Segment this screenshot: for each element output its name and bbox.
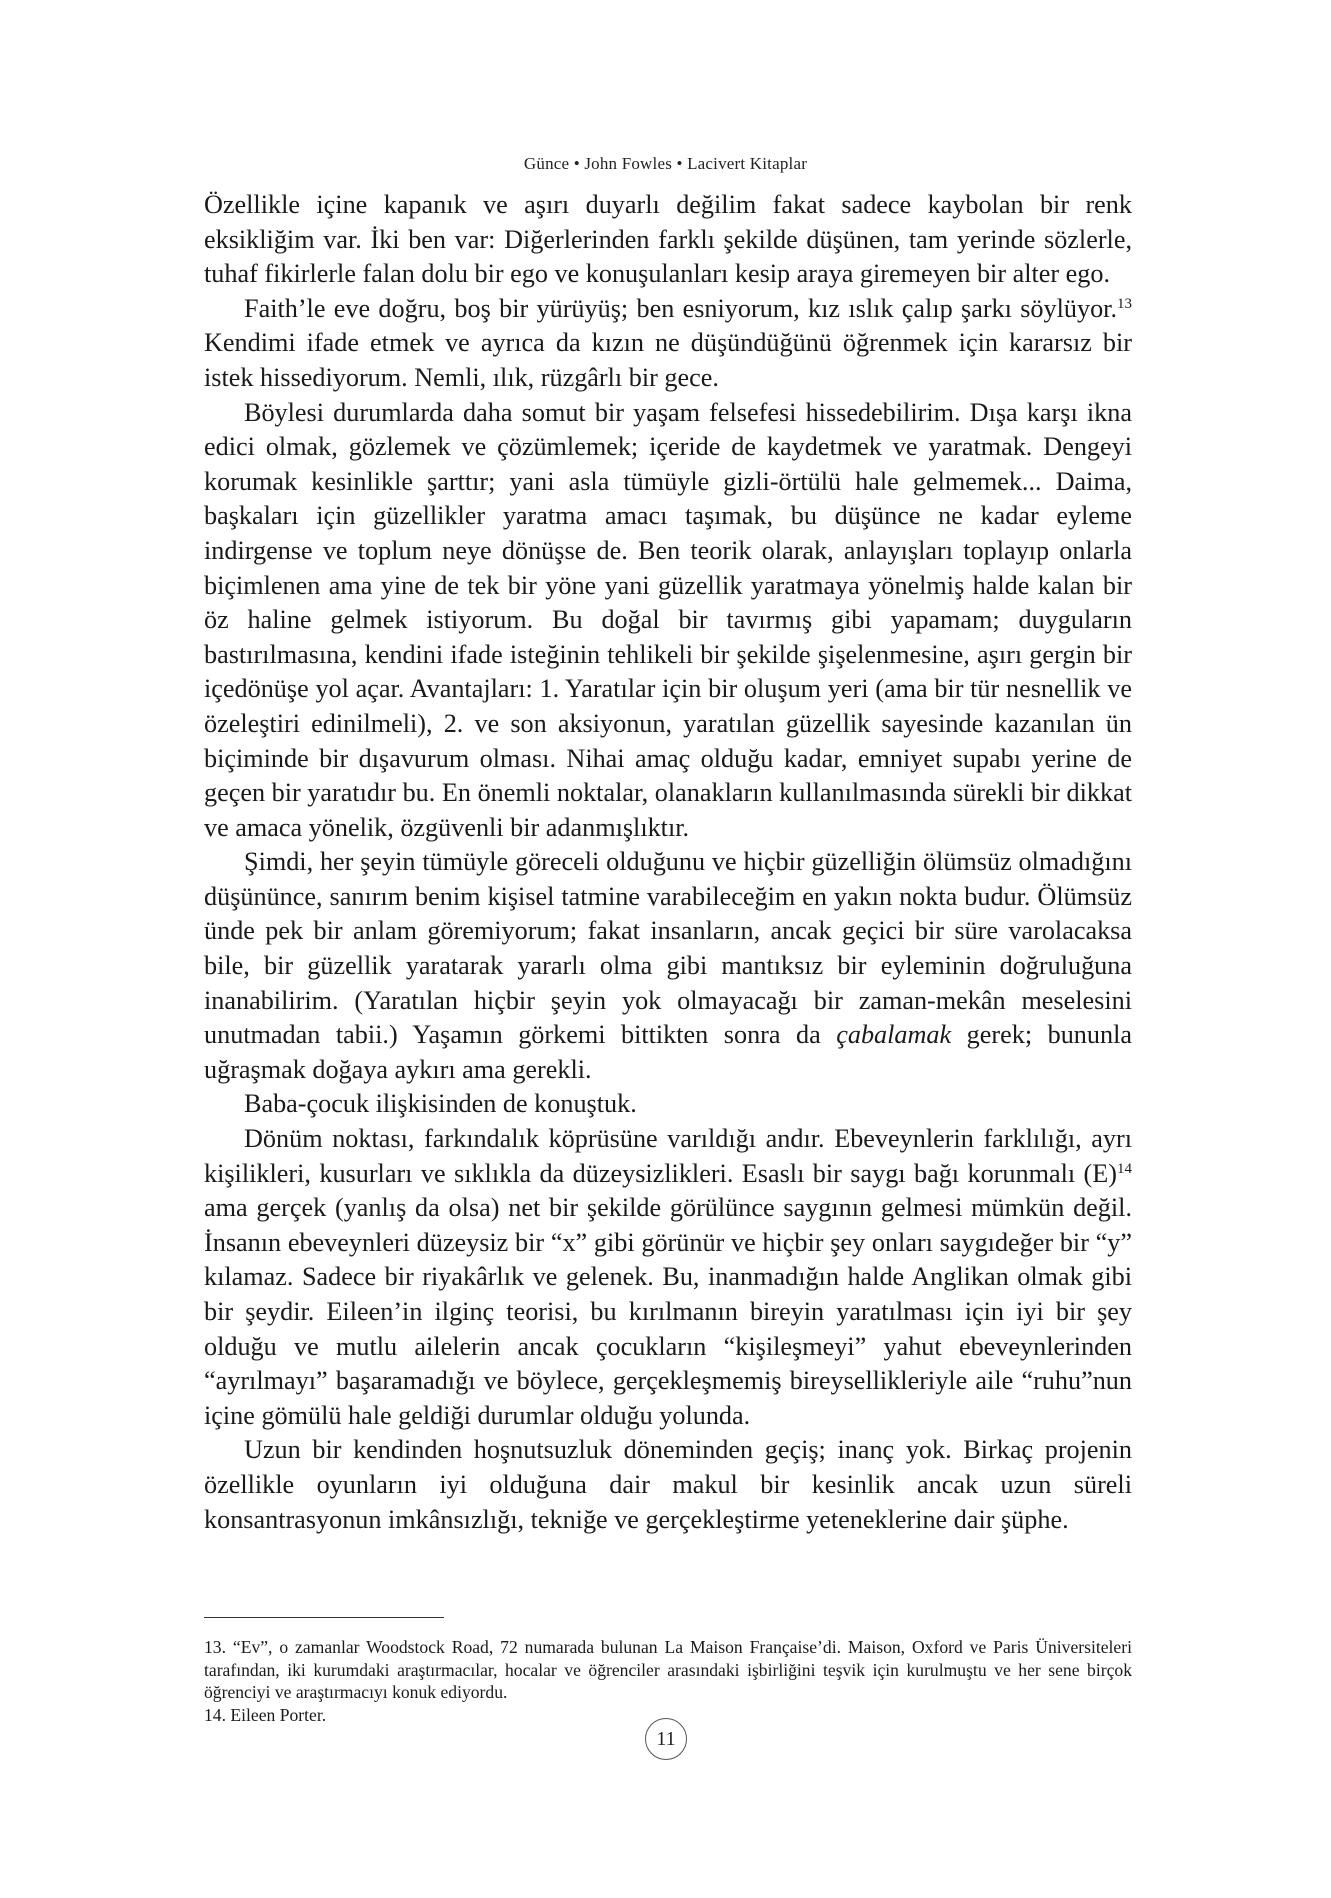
body-text — [204, 188, 1132, 1537]
paragraph-6-text-b: ama gerçek (yanlış da olsa) net bir şekilde görülünce saygının gelmesi mümkün değil. İnsanın ebeveynleri düzeysiz bir “x” gibi görünür ve hiçbir şey onları saygıdeğer bir “y” kılamaz. Sadece bir riyakârlık ve gelenek. Bu, inanmadığın halde Anglikan olmak gibi bir şeydir. Eileen’in ilginç teorisi, bu kırılmanın bireyin yaratılması için iyi bir şey olduğu ve mutlu ailelerin ancak çocukların “kişileşmeyi” yahut ebeveynlerinden “ayrılmayı” başaramadığı ve böylece, gerçekleşmemiş bireysellikleriyle aile “ruhu”nun içine gömülü hale geldiği durumlar olduğu yolunda. — [204, 1193, 1132, 1430]
running-header: Günce • John Fowles • Lacivert Kitaplar — [523, 154, 808, 173]
paragraph-2-text-b: Kendimi ifade etmek ve ayrıca da kızın ne düşündüğünü öğrenmek için kararsız bir istek hissediyorum. Nemli, ılık, rüzgârlı bir gece. — [204, 328, 1132, 392]
paragraph-6-text-a: Dönüm noktası, farkındalık köprüsüne varıldığı andır. Ebeveynlerin farklılığı, ayrı kişilikleri, kusurları ve sıklıkla da düzeysizlikleri. Esaslı bir saygı bağı korunmalı (E) — [204, 1124, 1132, 1188]
footnote-13: 13. “Ev”, o zamanlar Woodstock Road, 72 numarada bulunan La Maison Française’di. Maison, Oxford ve Paris Üniversiteleri tarafından, iki kurumdaki araştırmacılar, hocalar ve öğrenciler arasındaki işbirliğini teşvik için kurulmuştu ve her sene birçok öğrenciyi ve araştırmacıyı konuk ediyordu. — [204, 1637, 1132, 1702]
paragraph-4-text-b: gerek; bununla uğraşmak doğaya aykırı ama gerekli. — [204, 1020, 1132, 1084]
paragraph-4-text-a: Şimdi, her şeyin tümüyle göreceli olduğunu ve hiçbir güzelliğin ölümsüz olmadığını düşününce, sanırım benim kişisel tatmine varabileceğim en yakın nokta budur. Ölümsüz ünde pek bir anlam göremiyorum; fakat insanların, ancak geçici bir süre varolacaksa bile, bir güzellik yaratarak yararlı olma gibi mantıksız bir eyleminin doğruluğuna inanabilirim. (Yaratılan hiçbir şeyin yok olmayacağı bir zaman-mekân meselesini unutmadan tabii.) Yaşamın görkemi bittikten sonra da — [204, 847, 1132, 1050]
paragraph-2 — [204, 292, 1132, 396]
paragraph-4 — [204, 845, 1132, 1087]
paragraph-5: Baba-çocuk ilişkisinden de konuştuk. — [244, 1089, 637, 1119]
page-number: 11 — [645, 1718, 687, 1760]
footnote-ref-14[interactable]: 14 — [1117, 1160, 1132, 1177]
paragraph-7: Uzun bir kendinden hoşnutsuzluk döneminden geçiş; inanç yok. Birkaç projenin özellikle oyunların iyi olduğuna dair makul bir kesinlik ancak uzun süreli konsantrasyonun imkânsızlığı, tekniğe ve gerçekleştirme yeteneklerine dair şüphe. — [204, 1435, 1132, 1534]
paragraph-6 — [204, 1122, 1132, 1433]
paragraph-3: Böylesi durumlarda daha somut bir yaşam felsefesi hissedebilirim. Dışa karşı ikna edici olmak, gözlemek ve çözümlemek; içeride de kaydetmek ve yaratmak. Dengeyi korumak kesinlikle şarttır; yani asla tümüyle gizli-örtülü hale gelmemek... Daima, başkaları için güzellikler yaratma amacı taşımak, bu düşünce ne kadar eyleme indirgense ve toplum neye dönüşse de. Ben teorik olarak, anlayışları toplayıp onlarla biçimlenen ama yine de tek bir yöne yani güzellik yaratmaya yönelmiş halde kalan bir öz haline gelmek istiyorum. Bu doğal bir tavırmış gibi yapamam; duyguların bastırılmasına, kendini ifade isteğinin tehlikeli bir şekilde şişelenmesine, aşırı gergin bir içedönüşe yol açar. Avantajları: 1. Yaratılar için bir oluşum yeri (ama bir tür nesnellik ve özeleştiri edinilmeli), 2. ve son aksiyonun, yaratılan güzellik sayesinde kazanılan ün biçiminde bir dışavurum olması. Nihai amaç olduğu kadar, emniyet supabı yerine de geçen bir yaratıdır bu. En önemli noktalar, olanakların kullanılmasında sürekli bir dikkat ve amaca yönelik, özgüvenli bir adanmışlıktır. — [204, 397, 1132, 842]
paragraph-4-emphasis: çabalamak — [836, 1020, 952, 1050]
paragraph-2-text-a: Faith’le eve doğru, boş bir yürüyüş; ben esniyorum, kız ıslık çalıp şarkı söylüyor. — [244, 293, 1117, 323]
footnote-14: 14. Eileen Porter. — [204, 1704, 327, 1725]
footnote-divider — [204, 1617, 444, 1618]
footnote-ref-13[interactable]: 13 — [1117, 295, 1132, 312]
footnotes — [204, 1636, 1132, 1726]
paragraph-1: Özellikle içine kapanık ve aşırı duyarlı değilim fakat sadece kaybolan bir renk eksikliğim var. İki ben var: Diğerlerinden farklı şekilde düşünen, tam yerinde sözlerle, tuhaf fikirlerle falan dolu bir ego ve konuşulanları kesip araya giremeyen bir alter ego. — [204, 190, 1132, 289]
